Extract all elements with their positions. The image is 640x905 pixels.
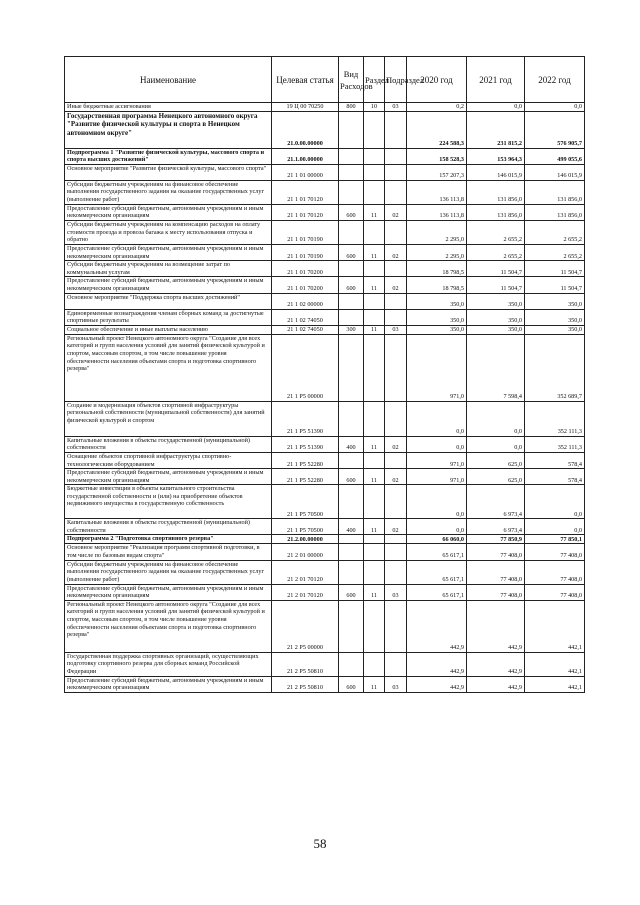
- table-row: [65, 277, 585, 293]
- value-2021: 350,0: [467, 293, 525, 309]
- header-expense-type: Вид Расходов: [339, 57, 364, 103]
- expense-type: [339, 600, 364, 652]
- row-name: Основное мероприятие "Поддержка спорта высших достижений": [65, 293, 272, 309]
- target-article: 21 2 01 70120: [272, 584, 339, 600]
- expense-type: [339, 261, 364, 277]
- value-2020: 2 295,0: [407, 244, 467, 260]
- table-row: [65, 334, 585, 401]
- table-row: [65, 164, 585, 180]
- section: [364, 148, 385, 164]
- value-2021: 350,0: [467, 325, 525, 334]
- table-row: [65, 436, 585, 452]
- section: [364, 535, 385, 544]
- section: [364, 180, 385, 204]
- target-article: 21 2 P5 50810: [272, 652, 339, 676]
- target-article: 21 1 02 00000: [272, 293, 339, 309]
- target-article: 21 1 P5 51390: [272, 401, 339, 436]
- expense-type: [339, 220, 364, 244]
- row-name: Бюджетные инвестиции в объекты капитального строительства государственной собственности и (или) на приобретение объектов недвижимого имущества в государственную собственность: [65, 485, 272, 519]
- subsection: [385, 652, 407, 676]
- target-article: 21.2.00.00000: [272, 535, 339, 544]
- row-name: Создание и модернизация объектов спортивной инфраструктуры региональной собственности (муниципальной собственности) для занятий физической культурой и спортом: [65, 401, 272, 436]
- section: [364, 652, 385, 676]
- table-row: [65, 204, 585, 220]
- section: [364, 334, 385, 401]
- expense-type: 600: [339, 676, 364, 692]
- value-2022: 0,0: [525, 485, 585, 519]
- table-row: [65, 544, 585, 560]
- subsection: 03: [385, 103, 407, 112]
- table-row: [65, 103, 585, 112]
- table-row: [65, 180, 585, 204]
- expense-type: [339, 652, 364, 676]
- row-name: Субсидии бюджетным учреждениям на финансовое обеспечение выполнения государственного задания на оказание государственных услуг (выполнение работ): [65, 180, 272, 204]
- section: 11: [364, 244, 385, 260]
- value-2020: 136 113,8: [407, 180, 467, 204]
- value-2020: 224 588,3: [407, 111, 467, 148]
- value-2021: 231 815,2: [467, 111, 525, 148]
- table-row: [65, 401, 585, 436]
- table-row: [65, 676, 585, 692]
- subsection: 03: [385, 676, 407, 692]
- value-2020: 65 617,1: [407, 584, 467, 600]
- value-2021: 7 598,4: [467, 334, 525, 401]
- subsection: [385, 401, 407, 436]
- section: 11: [364, 584, 385, 600]
- section: [364, 560, 385, 584]
- value-2022: 352 111,3: [525, 401, 585, 436]
- row-name: Подпрограмма 2 "Подготовка спортивного резерва": [65, 535, 272, 544]
- section: 11: [364, 277, 385, 293]
- subsection: [385, 560, 407, 584]
- table-row: [65, 148, 585, 164]
- subsection: [385, 544, 407, 560]
- value-2020: 442,9: [407, 676, 467, 692]
- target-article: 21 1 01 70190: [272, 220, 339, 244]
- value-2022: 77 850,1: [525, 535, 585, 544]
- value-2022: 2 655,2: [525, 244, 585, 260]
- section: 11: [364, 676, 385, 692]
- row-name: Субсидии бюджетным учреждениям на возмещение затрат по коммунальным услугам: [65, 261, 272, 277]
- value-2022: 350,0: [525, 293, 585, 309]
- value-2020: 0,0: [407, 519, 467, 535]
- header-name: Наименование: [65, 57, 272, 103]
- subsection: [385, 535, 407, 544]
- value-2022: 77 408,0: [525, 584, 585, 600]
- value-2020: 65 617,1: [407, 544, 467, 560]
- expense-type: [339, 111, 364, 148]
- expense-type: 400: [339, 436, 364, 452]
- row-name: Единовременные вознаграждения членам сборных команд за достигнутые спортивные результаты: [65, 309, 272, 325]
- target-article: 21 1 01 70120: [272, 180, 339, 204]
- value-2022: 576 905,7: [525, 111, 585, 148]
- row-name: Капитальные вложения в объекты государственной (муниципальной) собственности: [65, 436, 272, 452]
- target-article: 21 1 02 74050: [272, 325, 339, 334]
- value-2020: 0,0: [407, 485, 467, 519]
- value-2022: 499 055,6: [525, 148, 585, 164]
- expense-type: [339, 334, 364, 401]
- page-number: 58: [313, 836, 327, 851]
- row-name: Оснащение объектов спортивной инфраструктуры спортивно-технологическим оборудованием: [65, 452, 272, 468]
- table-body: [65, 103, 585, 693]
- table-row: [65, 560, 585, 584]
- section: [364, 544, 385, 560]
- subsection: [385, 334, 407, 401]
- subsection: 02: [385, 436, 407, 452]
- row-name: Предоставление субсидий бюджетным, автономным учреждениям и иным некоммерческим организациям: [65, 244, 272, 260]
- expense-type: [339, 309, 364, 325]
- row-name: Основное мероприятие "Реализация программ спортивной подготовки, в том числе по базовым видам спорта": [65, 544, 272, 560]
- header-subsection: Подраздел: [385, 57, 407, 103]
- value-2020: 66 060,0: [407, 535, 467, 544]
- value-2020: 18 798,5: [407, 277, 467, 293]
- expense-type: [339, 485, 364, 519]
- value-2020: 0,0: [407, 401, 467, 436]
- target-article: 21 1 P5 52280: [272, 452, 339, 468]
- value-2021: 131 856,0: [467, 180, 525, 204]
- expense-type: [339, 452, 364, 468]
- section: [364, 485, 385, 519]
- value-2021: 11 504,7: [467, 277, 525, 293]
- row-name: Государственная поддержка спортивных организаций, осуществляющих подготовку спортивного резерва для сборных команд Российской Федерации: [65, 652, 272, 676]
- table-row: [65, 244, 585, 260]
- value-2022: 442,1: [525, 676, 585, 692]
- expense-type: 600: [339, 584, 364, 600]
- value-2021: 350,0: [467, 309, 525, 325]
- section: 11: [364, 204, 385, 220]
- expense-type: 600: [339, 204, 364, 220]
- value-2022: 0,0: [525, 519, 585, 535]
- value-2022: 352 689,7: [525, 334, 585, 401]
- subsection: [385, 293, 407, 309]
- target-article: 21.1.00.00000: [272, 148, 339, 164]
- row-name: Региональный проект Ненецкого автономного округа "Создание для всех категорий и групп населения условий для занятий физической культурой и спортом, массовым спортом, в том числе повышение уровня обеспеченности населения объектами спорта и подготовка спортивного резерва": [65, 334, 272, 401]
- subsection: 03: [385, 325, 407, 334]
- table-row: [65, 261, 585, 277]
- target-article: 21 2 01 00000: [272, 544, 339, 560]
- subsection: 03: [385, 584, 407, 600]
- target-article: 21 1 P5 70500: [272, 519, 339, 535]
- value-2021: 2 655,2: [467, 244, 525, 260]
- value-2022: 350,0: [525, 309, 585, 325]
- subsection: 02: [385, 277, 407, 293]
- target-article: 21 1 P5 70500: [272, 485, 339, 519]
- section: [364, 111, 385, 148]
- row-name: Региональный проект Ненецкого автономного округа "Создание для всех категорий и групп населения условий для занятий физической культурой и спортом, массовым спортом, в том числе повышение уровня обеспеченности населения объектами спорта и подготовка спортивного резерва": [65, 600, 272, 652]
- value-2020: 350,0: [407, 309, 467, 325]
- value-2021: 11 504,7: [467, 261, 525, 277]
- value-2021: 77 408,0: [467, 584, 525, 600]
- expense-type: [339, 535, 364, 544]
- table-row: [65, 600, 585, 652]
- expense-type: 400: [339, 519, 364, 535]
- value-2021: 6 973,4: [467, 485, 525, 519]
- subsection: [385, 111, 407, 148]
- value-2021: 442,9: [467, 676, 525, 692]
- table-row: [65, 584, 585, 600]
- value-2022: 77 408,0: [525, 544, 585, 560]
- row-name: Подпрограмма 1 "Развитие физической культуры, массового спорта и спорта высших достижений": [65, 148, 272, 164]
- expense-type: 800: [339, 103, 364, 112]
- expense-type: [339, 164, 364, 180]
- value-2020: 18 798,5: [407, 261, 467, 277]
- value-2021: 77 408,0: [467, 560, 525, 584]
- value-2022: 131 856,0: [525, 180, 585, 204]
- value-2021: 6 973,4: [467, 519, 525, 535]
- value-2021: 153 964,3: [467, 148, 525, 164]
- target-article: 21 2 01 70120: [272, 560, 339, 584]
- expense-type: [339, 544, 364, 560]
- header-year-2021: 2021 год: [467, 57, 525, 103]
- value-2021: 2 655,2: [467, 220, 525, 244]
- value-2021: 0,0: [467, 436, 525, 452]
- row-name: Предоставление субсидий бюджетным, автономным учреждениям и иным некоммерческим организациям: [65, 584, 272, 600]
- target-article: 21 1 02 74050: [272, 309, 339, 325]
- row-name: Предоставление субсидий бюджетным, автономным учреждениям и иным некоммерческим организациям: [65, 469, 272, 485]
- target-article: 21 1 01 70200: [272, 277, 339, 293]
- value-2020: 158 528,3: [407, 148, 467, 164]
- section: 11: [364, 469, 385, 485]
- value-2020: 0,0: [407, 436, 467, 452]
- target-article: 21 2 P5 50810: [272, 676, 339, 692]
- row-name: Иные бюджетные ассигнования: [65, 103, 272, 112]
- subsection: [385, 485, 407, 519]
- target-article: 21 1 01 00000: [272, 164, 339, 180]
- table-row: [65, 325, 585, 334]
- table-row: [65, 111, 585, 148]
- value-2022: 2 655,2: [525, 220, 585, 244]
- budget-table: [64, 56, 585, 693]
- expense-type: 600: [339, 277, 364, 293]
- value-2020: 65 617,1: [407, 560, 467, 584]
- header-section: Раздел: [364, 57, 385, 103]
- value-2022: 578,4: [525, 469, 585, 485]
- value-2021: 0,0: [467, 103, 525, 112]
- value-2021: 77 408,0: [467, 544, 525, 560]
- target-article: 19 Ц 00 70250: [272, 103, 339, 112]
- subsection: [385, 452, 407, 468]
- expense-type: [339, 180, 364, 204]
- table-row: [65, 485, 585, 519]
- value-2020: 971,0: [407, 452, 467, 468]
- value-2021: 131 856,0: [467, 204, 525, 220]
- value-2021: 442,9: [467, 600, 525, 652]
- expense-type: [339, 401, 364, 436]
- table-row: [65, 220, 585, 244]
- value-2021: 625,0: [467, 469, 525, 485]
- value-2021: 0,0: [467, 401, 525, 436]
- row-name: Социальное обеспечение и иные выплаты населению: [65, 325, 272, 334]
- header-target-article: Целевая статья: [272, 57, 339, 103]
- section: [364, 164, 385, 180]
- section: 10: [364, 103, 385, 112]
- value-2022: 578,4: [525, 452, 585, 468]
- value-2020: 157 207,3: [407, 164, 467, 180]
- value-2022: 350,0: [525, 325, 585, 334]
- section: 11: [364, 325, 385, 334]
- target-article: 21 1 01 70190: [272, 244, 339, 260]
- table-header-row: [65, 57, 585, 103]
- value-2022: 11 504,7: [525, 261, 585, 277]
- section: [364, 309, 385, 325]
- target-article: 21 2 P5 00000: [272, 600, 339, 652]
- subsection: [385, 148, 407, 164]
- value-2021: 77 850,9: [467, 535, 525, 544]
- value-2020: 971,0: [407, 469, 467, 485]
- value-2022: 131 856,0: [525, 204, 585, 220]
- value-2021: 442,9: [467, 652, 525, 676]
- row-name: Капитальные вложения в объекты государственной (муниципальной) собственности: [65, 519, 272, 535]
- subsection: 02: [385, 244, 407, 260]
- value-2022: 11 504,7: [525, 277, 585, 293]
- value-2022: 352 111,3: [525, 436, 585, 452]
- section: [364, 600, 385, 652]
- value-2022: 0,0: [525, 103, 585, 112]
- target-article: 21 1 01 70200: [272, 261, 339, 277]
- row-name: Предоставление субсидий бюджетным, автономным учреждениям и иным некоммерческим организациям: [65, 277, 272, 293]
- table-row: [65, 652, 585, 676]
- subsection: [385, 164, 407, 180]
- row-name: Основное мероприятие "Развитие физической культуры, массового спорта": [65, 164, 272, 180]
- table-row: [65, 293, 585, 309]
- expense-type: [339, 148, 364, 164]
- row-name: Предоставление субсидий бюджетным, автономным учреждениям и иным некоммерческим организациям: [65, 676, 272, 692]
- value-2020: 971,0: [407, 334, 467, 401]
- expense-type: 600: [339, 244, 364, 260]
- expense-type: [339, 293, 364, 309]
- subsection: 02: [385, 469, 407, 485]
- value-2022: 442,1: [525, 600, 585, 652]
- subsection: [385, 600, 407, 652]
- value-2022: 77 408,0: [525, 560, 585, 584]
- subsection: [385, 309, 407, 325]
- value-2020: 136 113,8: [407, 204, 467, 220]
- table-row: [65, 469, 585, 485]
- section: [364, 452, 385, 468]
- budget-sheet: [64, 56, 584, 693]
- value-2020: 442,9: [407, 652, 467, 676]
- table-row: [65, 452, 585, 468]
- section: [364, 293, 385, 309]
- header-year-2022: 2022 год: [525, 57, 585, 103]
- target-article: 21 1 01 70120: [272, 204, 339, 220]
- target-article: 21.0.00.00000: [272, 111, 339, 148]
- target-article: 21 1 P5 00000: [272, 334, 339, 401]
- subsection: [385, 261, 407, 277]
- row-name: Государственная программа Ненецкого автономного округа "Развитие физической культуры и спорта в Ненецком автономном округе": [65, 111, 272, 148]
- value-2020: 0,2: [407, 103, 467, 112]
- section: 11: [364, 436, 385, 452]
- target-article: 21 1 P5 52280: [272, 469, 339, 485]
- subsection: [385, 180, 407, 204]
- table-row: [65, 519, 585, 535]
- expense-type: 600: [339, 469, 364, 485]
- subsection: 02: [385, 204, 407, 220]
- table-row: [65, 309, 585, 325]
- value-2020: 350,0: [407, 293, 467, 309]
- value-2022: 442,1: [525, 652, 585, 676]
- section: [364, 401, 385, 436]
- row-name: Субсидии бюджетным учреждениям на финансовое обеспечение выполнения государственного задания на оказание государственных услуг (выполнение работ): [65, 560, 272, 584]
- row-name: Субсидии бюджетным учреждениям на компенсацию расходов на оплату стоимости проезда и провоза багажа к месту использования отпуска и обратно: [65, 220, 272, 244]
- value-2020: 2 295,0: [407, 220, 467, 244]
- value-2022: 146 015,9: [525, 164, 585, 180]
- target-article: 21 1 P5 51390: [272, 436, 339, 452]
- table-row: [65, 535, 585, 544]
- expense-type: [339, 560, 364, 584]
- section: [364, 261, 385, 277]
- value-2021: 625,0: [467, 452, 525, 468]
- subsection: 02: [385, 519, 407, 535]
- section: 11: [364, 519, 385, 535]
- header-year-2020: 2020 год: [407, 57, 467, 103]
- expense-type: 300: [339, 325, 364, 334]
- value-2020: 350,0: [407, 325, 467, 334]
- row-name: Предоставление субсидий бюджетным, автономным учреждениям и иным некоммерческим организациям: [65, 204, 272, 220]
- value-2020: 442,9: [407, 600, 467, 652]
- value-2021: 146 015,9: [467, 164, 525, 180]
- section: [364, 220, 385, 244]
- subsection: [385, 220, 407, 244]
